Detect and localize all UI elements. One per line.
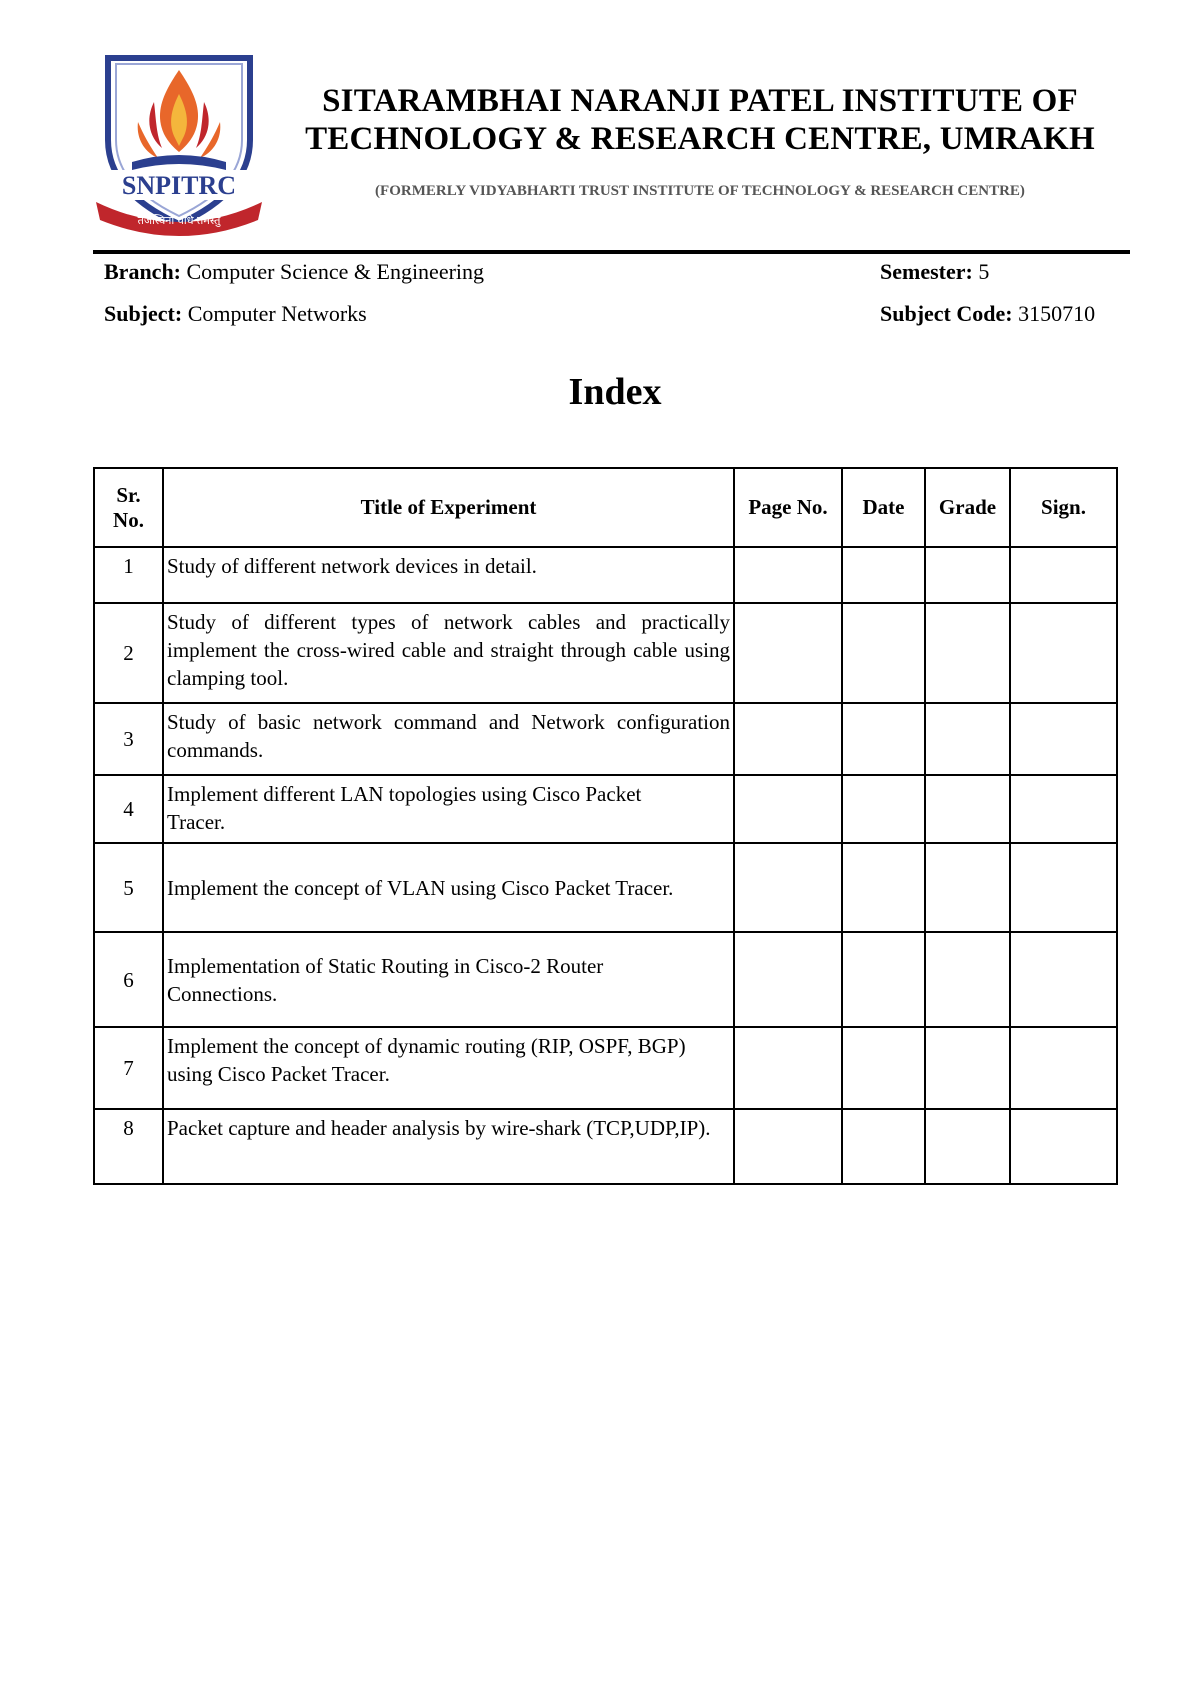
row-sign — [1010, 547, 1117, 603]
row-grade — [925, 547, 1010, 603]
row-date — [842, 843, 925, 932]
semester-value: 5 — [978, 259, 990, 284]
header-sr-no: Sr. No. — [94, 468, 163, 547]
row-title: Study of basic network command and Network configuration commands. — [163, 703, 734, 775]
row-grade — [925, 775, 1010, 843]
row-sign — [1010, 1027, 1117, 1109]
semester-label: Semester: — [880, 259, 973, 284]
row-sign — [1010, 843, 1117, 932]
experiment-index-table — [93, 467, 1118, 1185]
branch-field — [104, 259, 484, 285]
subject-label: Subject: — [104, 301, 183, 326]
row-title: Implement the concept of dynamic routing (RIP, OSPF, BGP) using Cisco Packet Tracer. — [163, 1027, 734, 1109]
row-sr-no: 6 — [94, 932, 163, 1027]
row-page-no — [734, 932, 842, 1027]
semester-field — [880, 259, 989, 285]
table-row — [94, 932, 1117, 1027]
table-row — [94, 547, 1117, 603]
row-date — [842, 547, 925, 603]
row-grade — [925, 843, 1010, 932]
header-title: Title of Experiment — [163, 468, 734, 547]
row-date — [842, 703, 925, 775]
row-title: Packet capture and header analysis by wire-shark (TCP,UDP,IP). — [163, 1109, 734, 1184]
row-page-no — [734, 1109, 842, 1184]
row-sign — [1010, 603, 1117, 703]
row-sr-no: 2 — [94, 603, 163, 703]
row-grade — [925, 1109, 1010, 1184]
subject-code-value: 3150710 — [1018, 301, 1096, 326]
row-sign — [1010, 703, 1117, 775]
table-row — [94, 843, 1117, 932]
row-title: Implement the concept of VLAN using Cisco Packet Tracer. — [163, 843, 734, 932]
row-page-no — [734, 1027, 842, 1109]
header-date: Date — [842, 468, 925, 547]
row-date — [842, 603, 925, 703]
row-sr-no: 7 — [94, 1027, 163, 1109]
row-date — [842, 1109, 925, 1184]
header-divider — [93, 250, 1130, 254]
row-page-no — [734, 843, 842, 932]
row-grade — [925, 1027, 1010, 1109]
row-title: Study of different network devices in detail. — [163, 547, 734, 603]
header-grade: Grade — [925, 468, 1010, 547]
table-header-row — [94, 468, 1117, 547]
row-title: Implement different LAN topologies using Cisco Packet Tracer. — [163, 775, 734, 843]
row-date — [842, 775, 925, 843]
table-row — [94, 1109, 1117, 1184]
row-sr-no: 5 — [94, 843, 163, 932]
subject-code-field — [880, 301, 1095, 327]
row-sr-no: 4 — [94, 775, 163, 843]
row-page-no — [734, 775, 842, 843]
snpitrc-logo — [94, 52, 264, 237]
institute-name: SITARAMBHAI NARANJI PATEL INSTITUTE OF TECHNOLOGY & RESEARCH CENTRE, UMRAKH — [305, 83, 1095, 157]
branch-label: Branch: — [104, 259, 181, 284]
row-sign — [1010, 932, 1117, 1027]
row-page-no — [734, 603, 842, 703]
table-row — [94, 603, 1117, 703]
row-sr-no: 3 — [94, 703, 163, 775]
page-title: Index — [568, 371, 662, 413]
header-page-no: Page No. — [734, 468, 842, 547]
svg-text:SNPITRC: SNPITRC — [121, 171, 237, 200]
institute-former-name: (FORMERLY VIDYABHARTI TRUST INSTITUTE OF TECHNOLOGY & RESEARCH CENTRE) — [375, 183, 1025, 199]
row-date — [842, 932, 925, 1027]
row-grade — [925, 603, 1010, 703]
row-title: Implementation of Static Routing in Cisco-2 Router Connections. — [163, 932, 734, 1027]
row-date — [842, 1027, 925, 1109]
svg-text:तेजस्विना वधि तमस्तु: तेजस्विना वधि तमस्तु — [137, 214, 221, 227]
row-sr-no: 1 — [94, 547, 163, 603]
row-page-no — [734, 547, 842, 603]
subject-field — [104, 301, 367, 327]
row-sign — [1010, 1109, 1117, 1184]
row-sr-no: 8 — [94, 1109, 163, 1184]
header-sign: Sign. — [1010, 468, 1117, 547]
row-grade — [925, 703, 1010, 775]
branch-value: Computer Science & Engineering — [186, 259, 485, 284]
table-row — [94, 1027, 1117, 1109]
row-title: Study of different types of network cables and practically implement the cross-wired cable and straight through cable using clamping tool. — [163, 603, 734, 703]
subject-value: Computer Networks — [187, 301, 367, 326]
table-row — [94, 775, 1117, 843]
row-grade — [925, 932, 1010, 1027]
subject-code-label: Subject Code: — [880, 301, 1013, 326]
table-row — [94, 703, 1117, 775]
row-page-no — [734, 703, 842, 775]
row-sign — [1010, 775, 1117, 843]
